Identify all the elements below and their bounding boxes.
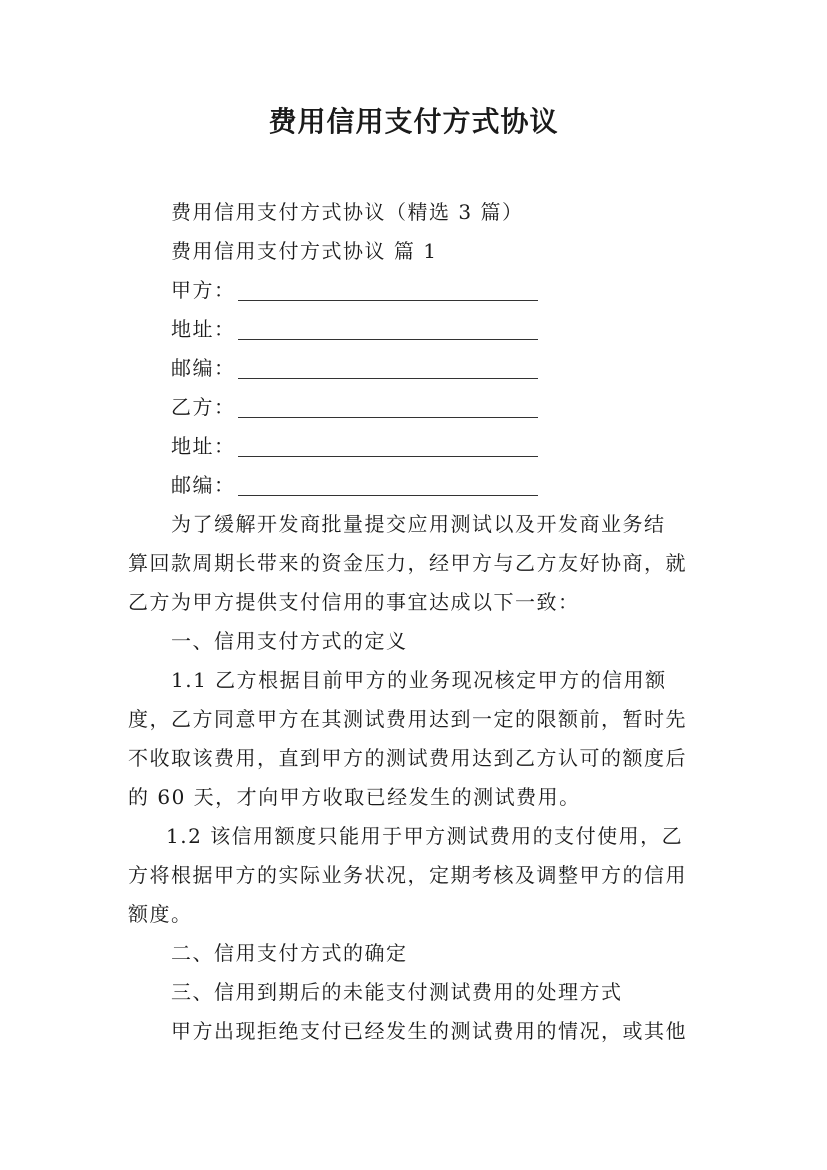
paragraph-line: 不收取该费用，直到甲方的测试费用达到乙方认可的额度后 (128, 746, 687, 770)
party-b-blank-line (238, 397, 538, 418)
paragraph-line: 的 60 天，才向甲方收取已经发生的测试费用。 (128, 785, 581, 809)
field-label: 地址： (171, 434, 236, 458)
section-heading: 费用信用支付方式协议 篇 1 (171, 239, 438, 263)
heading-3: 三、信用到期后的未能支付测试费用的处理方式 (171, 980, 623, 1004)
party-b-address-field (128, 427, 702, 466)
document-subtitle: 费用信用支付方式协议（精选 3 篇） (171, 200, 524, 224)
party-a-field (128, 271, 702, 310)
field-label: 邮编： (171, 356, 236, 380)
paragraph-line: 1.1 乙方根据目前甲方的业务现况核定甲方的信用额 (171, 668, 667, 692)
field-label: 甲方： (171, 278, 236, 302)
party-a-postcode-field (128, 349, 702, 388)
intro-paragraph (128, 505, 702, 622)
paragraph-line: 甲方出现拒绝支付已经发生的测试费用的情况，或其他 (171, 1019, 687, 1043)
field-label: 邮编： (171, 473, 236, 497)
heading-2: 二、信用支付方式的确定 (171, 941, 408, 965)
paragraph-line: 额度。 (128, 902, 193, 926)
clause-1-2 (128, 817, 702, 934)
party-a-address-blank-line (238, 319, 538, 340)
field-label: 乙方： (171, 395, 236, 419)
party-a-postcode-blank-line (238, 358, 538, 379)
party-b-postcode-blank-line (238, 475, 538, 496)
paragraph-line: 方将根据甲方的实际业务状况，定期考核及调整甲方的信用 (128, 863, 687, 887)
party-a-blank-line (238, 280, 538, 301)
field-label: 地址： (171, 317, 236, 341)
document-body (128, 193, 702, 1051)
paragraph-line: 1.2 该信用额度只能用于甲方测试费用的支付使用，乙 (166, 824, 684, 848)
heading-1: 一、信用支付方式的定义 (171, 629, 408, 653)
document-title: 费用信用支付方式协议 (268, 105, 559, 138)
party-b-address-blank-line (238, 436, 538, 457)
paragraph-line: 度，乙方同意甲方在其测试费用达到一定的限额前，暂时先 (128, 707, 687, 731)
paragraph-line: 乙方为甲方提供支付信用的事宜达成以下一致： (128, 590, 580, 614)
party-b-postcode-field (128, 466, 702, 505)
paragraph-line: 算回款周期长带来的资金压力，经甲方与乙方友好协商，就 (128, 551, 687, 575)
clause-1-1 (128, 661, 702, 817)
paragraph-line: 为了缓解开发商批量提交应用测试以及开发商业务结 (171, 512, 666, 536)
party-a-address-field (128, 310, 702, 349)
party-b-field (128, 388, 702, 427)
